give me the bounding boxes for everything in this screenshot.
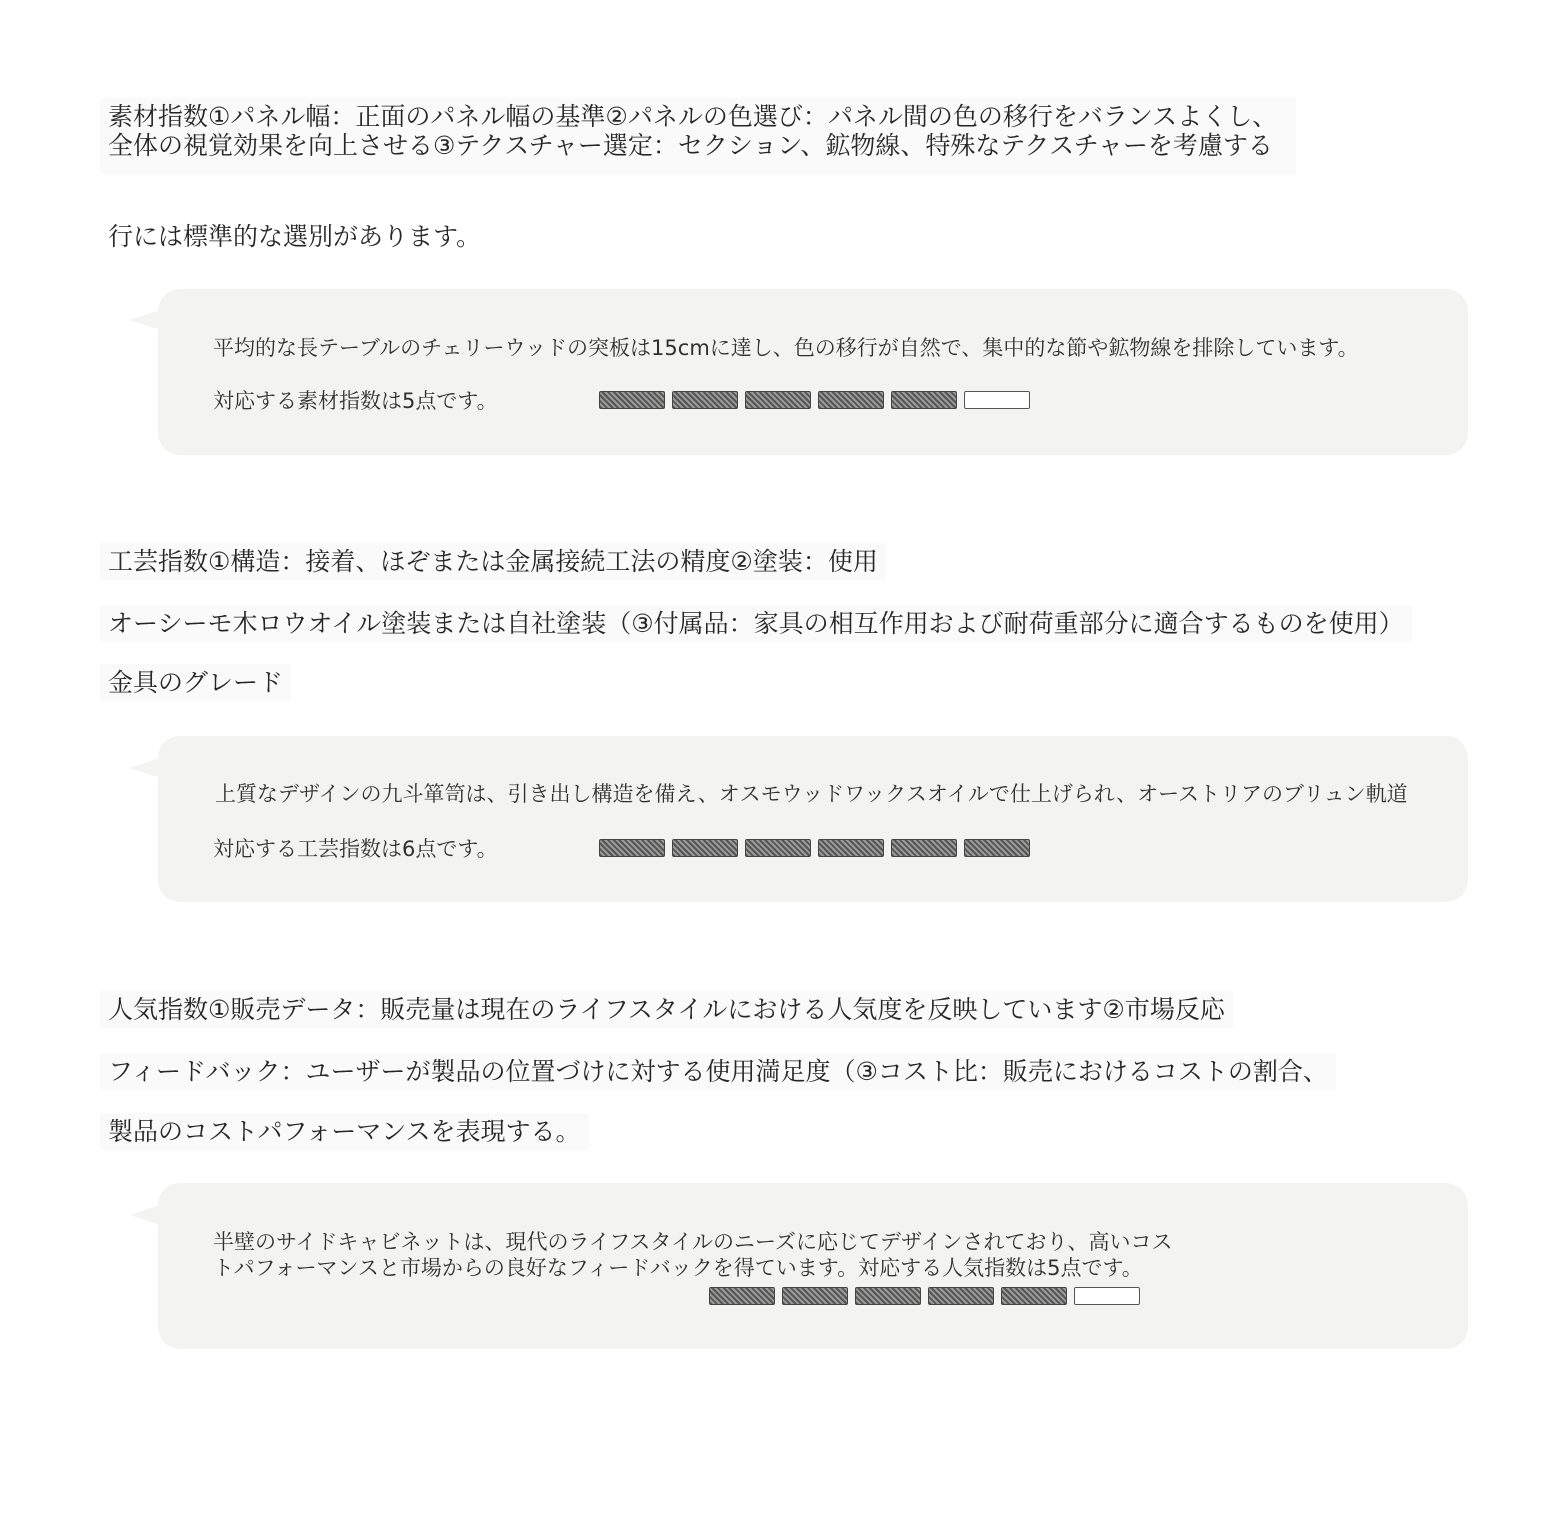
rating-segment-empty: [1074, 1287, 1140, 1305]
craft-index-heading-line-2: オーシーモ木ロウオイル塗装または自社塗装（③付属品：家具の相互作用および耐荷重部分に適合するものを使用）: [100, 605, 1412, 642]
bubble-tail: [130, 758, 160, 778]
craft-description: 上質なデザインの九斗箪笥は、引き出し構造を備え、オスモウッドワックスオイルで仕上げられ、オーストリアのブリュン軌道: [215, 782, 1408, 806]
material-index-heading: [100, 98, 1296, 174]
rating-segment-filled: [818, 839, 884, 857]
rating-segment-filled: [891, 839, 957, 857]
material-rating-bar: [599, 391, 1030, 409]
rating-segment-filled: [818, 391, 884, 409]
rating-segment-filled: [855, 1287, 921, 1305]
bubble-tail: [130, 310, 160, 330]
bubble-tail: [130, 1205, 160, 1225]
selection-note: 行には標準的な選別があります。: [108, 222, 482, 251]
craft-rating-bar: [599, 839, 1030, 857]
rating-segment-filled: [672, 839, 738, 857]
popularity-rating-bar: [709, 1287, 1140, 1305]
material-score-text: 対応する素材指数は5点です。: [213, 389, 498, 413]
material-bubble: [158, 289, 1468, 455]
craft-score-text: 対応する工芸指数は6点です。: [213, 837, 498, 861]
rating-segment-filled: [891, 391, 957, 409]
popularity-index-heading-line-2: フィードバック：ユーザーが製品の位置づけに対する使用満足度（③コスト比：販売におけるコストの割合、: [100, 1053, 1336, 1090]
rating-segment-filled: [599, 839, 665, 857]
rating-segment-filled: [782, 1287, 848, 1305]
material-index-heading-text: 素材指数①パネル幅：正面のパネル幅の基準②パネルの色選び：パネル間の色の移行をバランスよくし、全体の視覚効果を向上させる③テクスチャー選定：セクション、鉱物線、特殊なテクスチャーを考慮する: [108, 102, 1278, 160]
popularity-index-heading-line-1: 人気指数①販売データ：販売量は現在のライフスタイルにおける人気度を反映しています②市場反応: [100, 991, 1233, 1028]
craft-bubble: [158, 736, 1468, 902]
rating-segment-filled: [928, 1287, 994, 1305]
popularity-description: 半壁のサイドキャビネットは、現代のライフスタイルのニーズに応じてデザインされており、高いコストパフォーマンスと市場からの良好なフィードバックを得ています。対応する人気指数は5点です。: [213, 1230, 1173, 1280]
craft-index-heading-line-1: 工芸指数①構造：接着、ほぞまたは金属接続工法の精度②塗装：使用: [100, 543, 886, 580]
rating-segment-filled: [672, 391, 738, 409]
rating-segment-filled: [599, 391, 665, 409]
rating-segment-filled: [709, 1287, 775, 1305]
craft-index-heading-line-3: 金具のグレード: [100, 664, 291, 701]
rating-segment-filled: [745, 391, 811, 409]
rating-segment-filled: [964, 839, 1030, 857]
rating-segment-filled: [745, 839, 811, 857]
popularity-index-heading-line-3: 製品のコストパフォーマンスを表現する。: [100, 1113, 589, 1150]
material-description: 平均的な長テーブルのチェリーウッドの突板は15cmに達し、色の移行が自然で、集中的な節や鉱物線を排除しています。: [213, 336, 1359, 360]
rating-segment-filled: [1001, 1287, 1067, 1305]
rating-segment-empty: [964, 391, 1030, 409]
popularity-bubble: [158, 1183, 1468, 1349]
